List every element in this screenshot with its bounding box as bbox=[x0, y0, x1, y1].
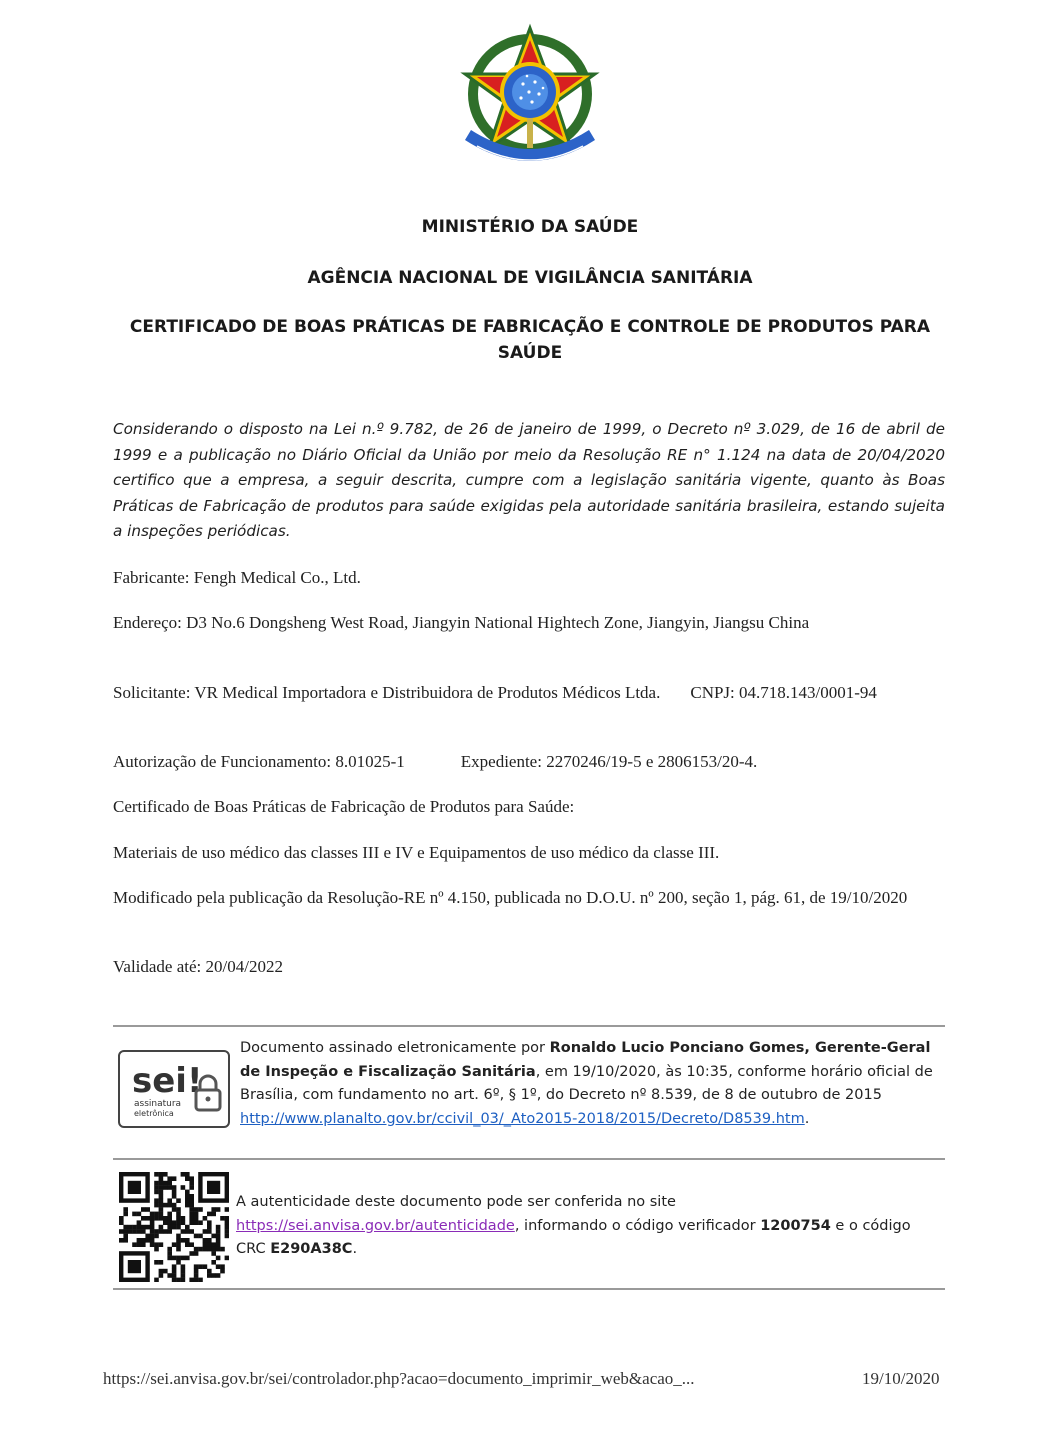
certificate-title-line1: CERTIFICADO DE BOAS PRÁTICAS DE FABRICAÇÃO E CONTROLE DE PRODUTOS PARA bbox=[129, 317, 931, 337]
crc-code: E290A38C bbox=[270, 1241, 353, 1257]
sei-logo-sub1: assinatura bbox=[134, 1099, 182, 1109]
divider bbox=[113, 1025, 945, 1027]
divider bbox=[113, 1288, 945, 1290]
footer-url: https://sei.anvisa.gov.br/sei/controlador.php?acao=documento_imprimir_web&acao_... bbox=[103, 1369, 695, 1388]
verification-code: 1200754 bbox=[760, 1217, 831, 1234]
certificate-title bbox=[110, 314, 950, 366]
endereco-field: Endereço: D3 No.6 Dongsheng West Road, Jiangyin National Hightech Zone, Jiangyin, Jiangsu China bbox=[113, 613, 810, 632]
ministry-heading: MINISTÉRIO DA SAÚDE bbox=[421, 217, 639, 237]
sei-logo-sub2: eletrônica bbox=[134, 1109, 174, 1118]
solicitante-name: Solicitante: VR Medical Importadora e Distribuidora de Produtos Médicos Ltda. bbox=[113, 683, 661, 702]
modificado-field: Modificado pela publicação da Resolução-RE nº 4.150, publicada no D.O.U. nº 200, seção 1, pág. 61, de 19/10/2020 bbox=[113, 888, 908, 907]
signature-text-1: Documento assinado eletronicamente por bbox=[240, 1040, 550, 1056]
divider bbox=[113, 1158, 945, 1160]
expediente-field: Expediente: 2270246/19-5 e 2806153/20-4. bbox=[460, 752, 758, 771]
fabricante-field: Fabricante: Fengh Medical Co., Ltd. bbox=[113, 568, 361, 587]
authenticity-text-1: A autenticidade deste documento pode ser conferida no site bbox=[236, 1194, 676, 1210]
qr-code-icon bbox=[119, 1172, 229, 1282]
sei-logo-word: sei! bbox=[132, 1061, 203, 1101]
agency-heading: AGÊNCIA NACIONAL DE VIGILÂNCIA SANITÁRIA bbox=[307, 268, 753, 288]
sei-assinatura-eletronica-icon bbox=[118, 1050, 230, 1128]
cnpj-value: CNPJ: 04.718.143/0001-94 bbox=[690, 683, 877, 702]
certificado-field: Certificado de Boas Práticas de Fabricação de Produtos para Saúde: bbox=[113, 797, 575, 816]
validade-field: Validade até: 20/04/2022 bbox=[113, 957, 283, 976]
autorizacao-row bbox=[113, 750, 945, 773]
authenticity-link[interactable]: https://sei.anvisa.gov.br/autenticidade bbox=[236, 1217, 515, 1234]
materiais-field: Materiais de uso médico das classes III e IV e Equipamentos de uso médico da classe III. bbox=[113, 843, 720, 862]
authenticity-text bbox=[236, 1191, 941, 1262]
footer-date: 19/10/2020 bbox=[862, 1369, 940, 1388]
intro-paragraph: Considerando o disposto na Lei n.º 9.782, de 26 de janeiro de 1999, o Decreto nº 3.029, de 16 de abril de 1999 e a publicação no Diário Oficial da União por meio da Resolução RE n° 1.124 na data de 20/04/2020 certifico que a empresa, a seguir descrita, cumpre com a legislação sanitária vigente, quanto às Boas Práticas de Fabricação de produtos para saúde exigidas pela autoridade sanitária brasileira, estando sujeita a inspeções periódicas. bbox=[113, 420, 945, 540]
authenticity-text-2: , informando o código verificador bbox=[514, 1217, 761, 1234]
autorizacao-field: Autorização de Funcionamento: 8.01025-1 bbox=[113, 752, 405, 771]
brazil-coat-of-arms-icon bbox=[455, 22, 605, 177]
decree-link[interactable]: http://www.planalto.gov.br/ccivil_03/_Ato2015-2018/2015/Decreto/D8539.htm bbox=[240, 1110, 805, 1127]
sei-logo-graphic bbox=[120, 1052, 228, 1126]
signature-text bbox=[240, 1037, 945, 1131]
authenticity-text-3: e o código CRC bbox=[236, 1217, 911, 1257]
signature-text-3: . bbox=[804, 1110, 810, 1127]
solicitante-field bbox=[113, 681, 953, 704]
signature-text-2: , em 19/10/2020, às 10:35, conforme horário oficial de Brasília, com fundamento no art. 6º, § 1º, do Decreto nº 8.539, de 8 de outubro de 2015 bbox=[240, 1063, 933, 1103]
authenticity-text-4: . bbox=[352, 1241, 358, 1257]
signer-name: Ronaldo Lucio Ponciano Gomes, Gerente-Geral de Inspeção e Fiscalização Sanitária bbox=[240, 1040, 931, 1080]
certificate-title-line2: SAÚDE bbox=[497, 343, 563, 363]
